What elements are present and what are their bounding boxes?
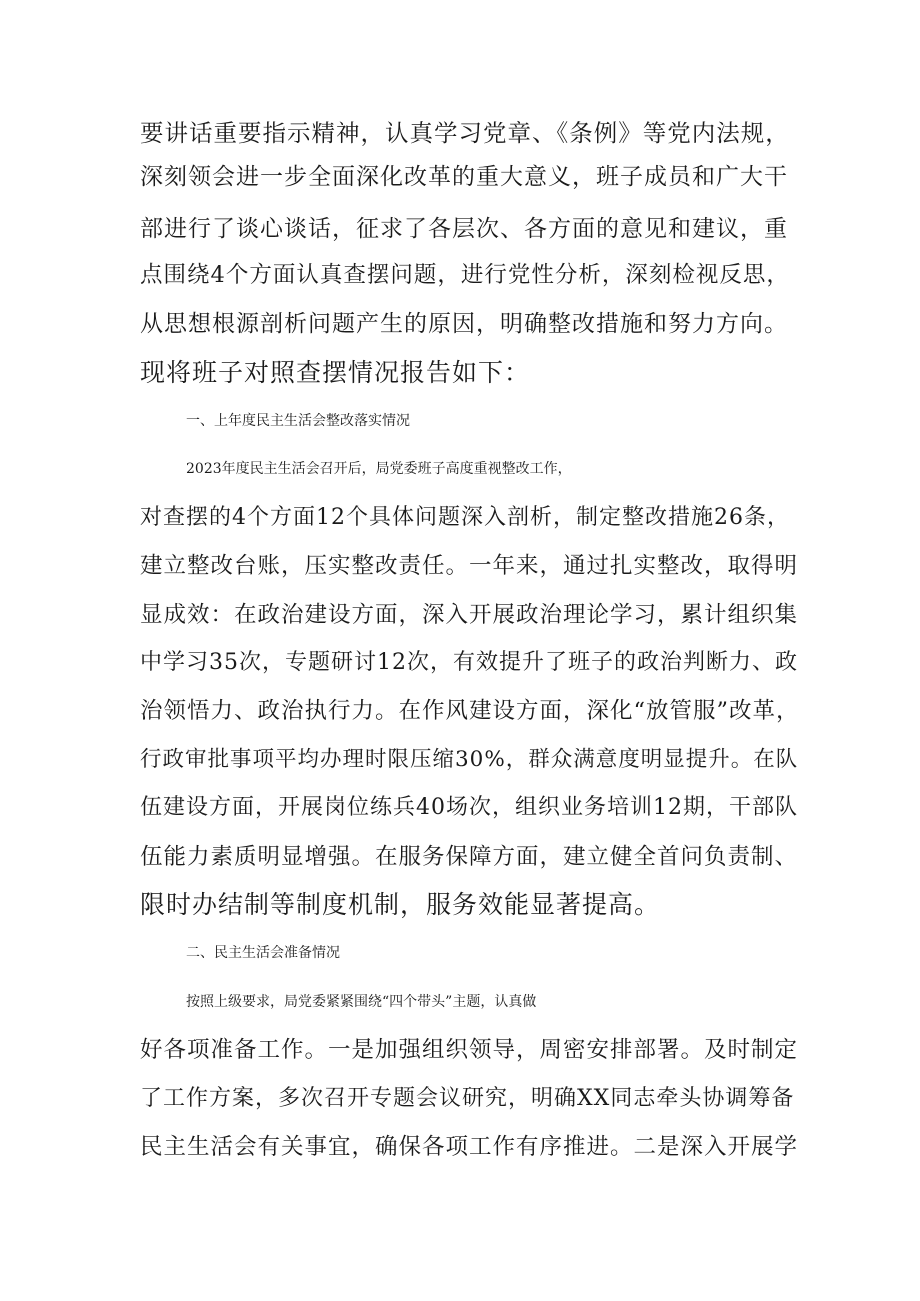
- section-1-line-1: 2023年度民主生活会召开后，局党委班子高度重视整改工作，: [186, 461, 572, 477]
- section-1-line-8: 伍建设方面，开展岗位练兵40场次，组织业务培训12期，干部队: [140, 795, 798, 820]
- section-2-line-1: 按照上级要求，局党委紧紧围绕“四个带头”主题，认真做: [186, 994, 537, 1010]
- intro-line-3: 部进行了谈心谈话，征求了各层次、各方面的意见和建议，重: [140, 216, 788, 242]
- section-2-line-3: 了工作方案，多次召开专题会议研究，明确XX同志牵头协调筹备: [140, 1086, 795, 1111]
- section-1-line-5: 中学习35次，专题研讨12次，有效提升了班子的政治判断力、政: [140, 650, 798, 675]
- section-1-heading: 一、上年度民主生活会整改落实情况: [186, 413, 410, 429]
- section-1-line-6: 治领悟力、政治执行力。在作风建设方面，深化“放管服”改革，: [140, 698, 800, 724]
- intro-line-4: 点围绕4个方面认真查摆问题，进行党性分析，深刻检视反思，: [140, 262, 790, 288]
- section-2-line-2: 好各项准备工作。一是加强组织领导，周密安排部署。及时制定: [140, 1037, 799, 1063]
- intro-line-2: 深刻领会进一步全面深化改革的重大意义，班子成员和广大干: [140, 164, 788, 190]
- intro-line-6: 现将班子对照查摆情况报告如下：: [140, 358, 531, 387]
- section-2-heading: 二、民主生活会准备情况: [186, 945, 340, 961]
- intro-line-1: 要讲话重要指示精神，认真学习党章、《条例》等党内法规，: [140, 119, 790, 147]
- section-1-line-9: 伍能力素质明显增强。在服务保障方面，建立健全首问负责制、: [140, 844, 799, 870]
- section-1-line-7: 行政审批事项平均办理时限压缩30%，群众满意度明显提升。在队: [140, 747, 799, 772]
- section-1-line-3: 建立整改台账，压实整改责任。一年来，通过扎实整改，取得明: [140, 553, 799, 579]
- section-1-line-4: 显成效：在政治建设方面，深入开展政治理论学习，累计组织集: [140, 602, 799, 628]
- intro-line-5: 从思想根源剖析问题产生的原因，明确整改措施和努力方向。: [140, 311, 788, 337]
- section-1-line-2: 对查摆的4个方面12个具体问题深入剖析，制定整改措施26条，: [140, 505, 790, 530]
- section-1-line-10: 限时办结制等制度机制，服务效能显著提高。: [140, 890, 661, 919]
- section-2-line-4: 民主生活会有关事宜，确保各项工作有序推进。二是深入开展学: [140, 1134, 799, 1160]
